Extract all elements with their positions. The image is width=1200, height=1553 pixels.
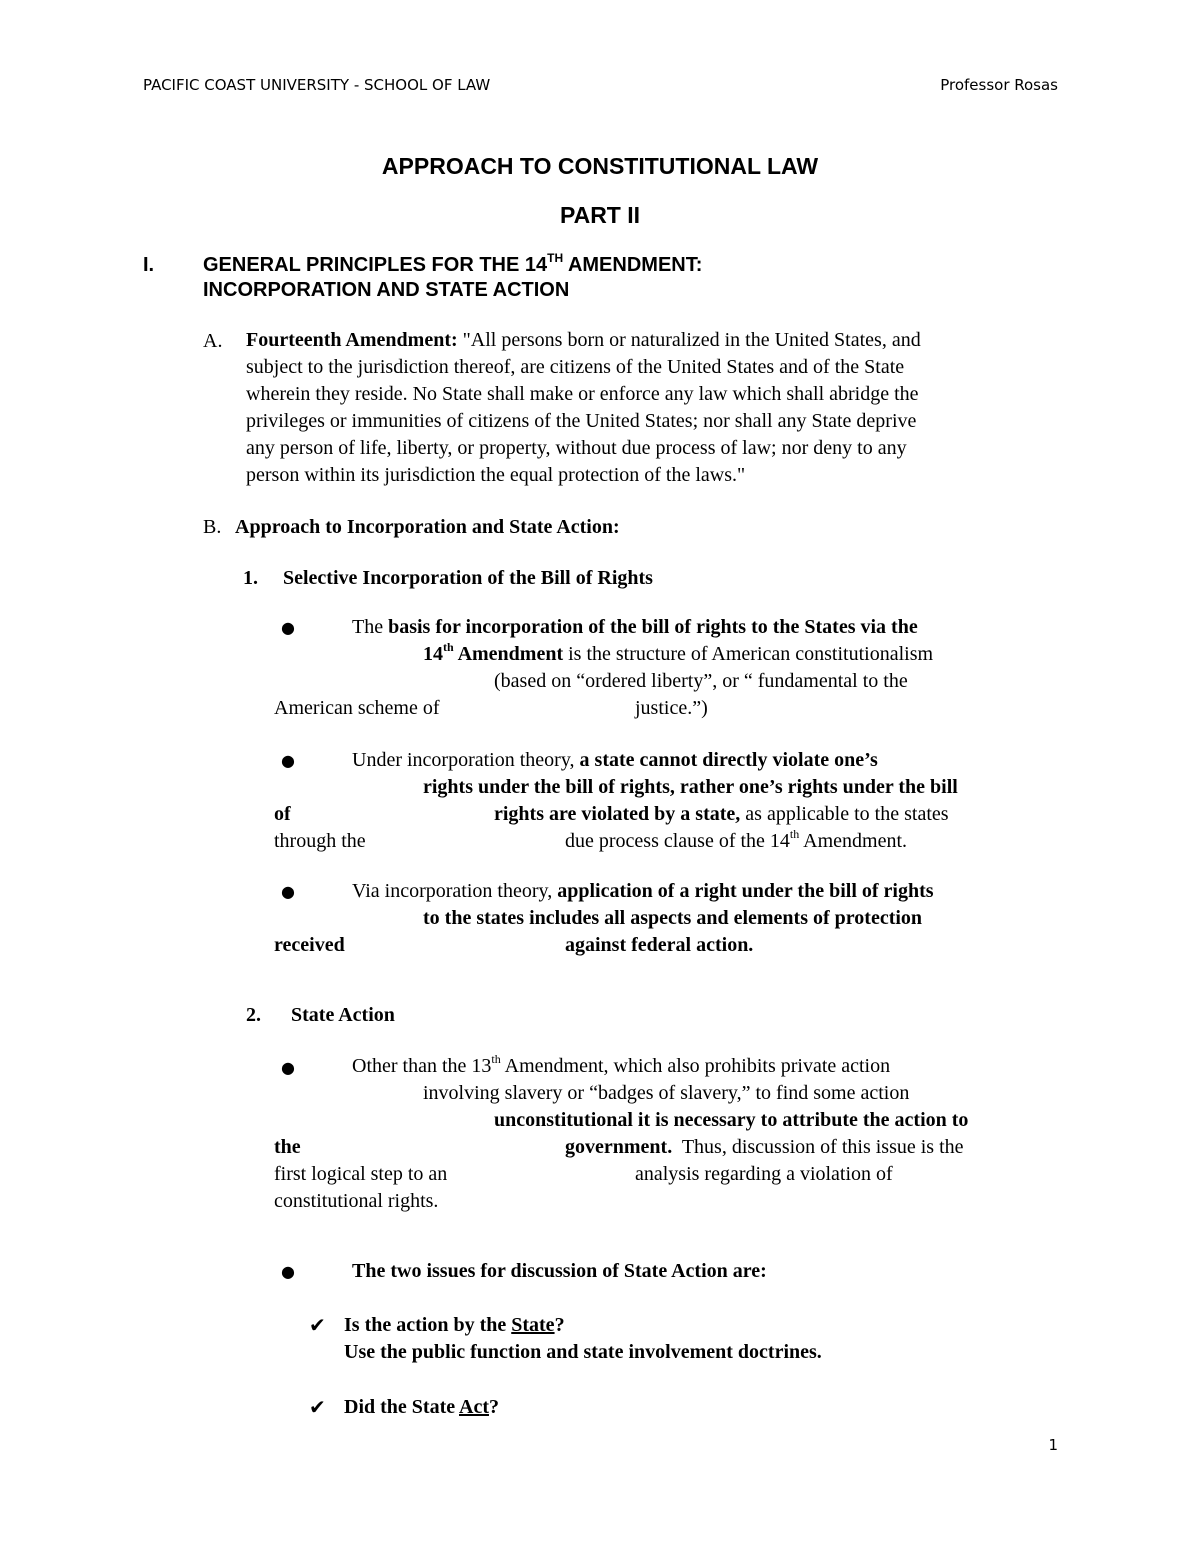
section-numeral: I. <box>143 254 155 276</box>
item-b-heading: Approach to Incorporation and State Action: <box>235 516 620 538</box>
sub2-marker: 2. <box>246 1004 261 1026</box>
sub1-bullet1-line4b: justice.”) <box>635 697 708 719</box>
sub1-bullet3-line2: to the states includes all aspects and elements of protection <box>423 907 923 929</box>
item-a-marker: A. <box>203 330 223 352</box>
item-b-marker: B. <box>203 516 222 538</box>
page-number: 1 <box>1048 1436 1058 1454</box>
sub1-bullet2-line4a: through the <box>274 830 366 852</box>
sub1-bullet2-line3a: of <box>274 803 291 825</box>
sub1-bullet2-line4b: due process clause of the 14th Amendment. <box>565 827 908 852</box>
sub2-heading: State Action <box>291 1004 395 1026</box>
sub1-bullet2-line3b: rights are violated by a state, as applicable to the states <box>494 803 949 825</box>
sub2-bullet1-line5b: analysis regarding a violation of <box>635 1163 893 1185</box>
header-left: PACIFIC COAST UNIVERSITY - SCHOOL OF LAW <box>143 76 491 94</box>
item-a-text: Fourteenth Amendment: "All persons born or naturalized in the United States, and subject to the jurisdiction thereof, are citizens of the United States and of the State wherein they reside. No State shall make or enforce any law which shall abridge the privileges or immunities of citizens of the United States; nor shall any State deprive any person of life, liberty, or property, without due process of law; nor deny to any person within its jurisdiction the equal protection of the laws." <box>246 329 921 486</box>
bullet-icon: ● <box>281 618 295 637</box>
check-icon: ✔ <box>309 1395 326 1419</box>
check1-line1: Is the action by the State? <box>344 1314 565 1336</box>
check1-line2: Use the public function and state involvement doctrines. <box>344 1341 822 1363</box>
sub2-bullet1-line5a: first logical step to an <box>274 1163 448 1185</box>
sub1-bullet3-line1: Via incorporation theory, application of a right under the bill of rights <box>352 880 934 902</box>
sub2-bullet1-line4b: government. Thus, discussion of this issue is the <box>565 1136 964 1158</box>
sub2-bullet1-line6: constitutional rights. <box>274 1190 439 1212</box>
sub2-bullet1-line3: unconstitutional it is necessary to attribute the action to <box>494 1109 969 1131</box>
sub1-heading: Selective Incorporation of the Bill of Rights <box>283 567 653 589</box>
sub1-bullet2-line2: rights under the bill of rights, rather one’s rights under the bill <box>423 776 958 798</box>
sub2-bullet1-line1: Other than the 13th Amendment, which also prohibits private action <box>352 1052 891 1077</box>
section-heading-line2: INCORPORATION AND STATE ACTION <box>203 279 570 301</box>
page-title: APPROACH TO CONSTITUTIONAL LAW <box>381 153 819 179</box>
sub1-marker: 1. <box>243 567 258 589</box>
sub1-bullet2-line1: Under incorporation theory, a state cannot directly violate one’s <box>352 749 878 771</box>
sub1-bullet1-line4a: American scheme of <box>274 697 440 719</box>
sub1-bullet1-line1: The basis for incorporation of the bill of rights to the States via the <box>352 616 918 638</box>
sub2-bullet1-line2: involving slavery or “badges of slavery,” to find some action <box>423 1082 910 1104</box>
check2-line1: Did the State Act? <box>344 1396 499 1418</box>
section-heading: GENERAL PRINCIPLES FOR THE 14TH AMENDMENT: <box>203 251 703 276</box>
sub1-bullet1-line2: 14th Amendment is the structure of American constitutionalism <box>423 640 934 665</box>
page-subtitle: PART II <box>559 202 641 228</box>
bullet-icon: ● <box>281 882 295 901</box>
sub1-bullet3-line3b: against federal action. <box>565 934 754 956</box>
check-icon: ✔ <box>309 1313 326 1337</box>
bullet-icon: ● <box>281 1058 295 1077</box>
bullet-icon: ● <box>281 751 295 770</box>
sub1-bullet1-line3: (based on “ordered liberty”, or “ fundamental to the <box>494 670 908 692</box>
bullet-icon: ● <box>281 1262 295 1281</box>
header-right: Professor Rosas <box>940 76 1058 94</box>
sub2-bullet1-line4a: the <box>274 1136 301 1158</box>
sub1-bullet3-line3a: received <box>274 934 345 956</box>
sub2-bullet2: The two issues for discussion of State Action are: <box>352 1260 767 1282</box>
